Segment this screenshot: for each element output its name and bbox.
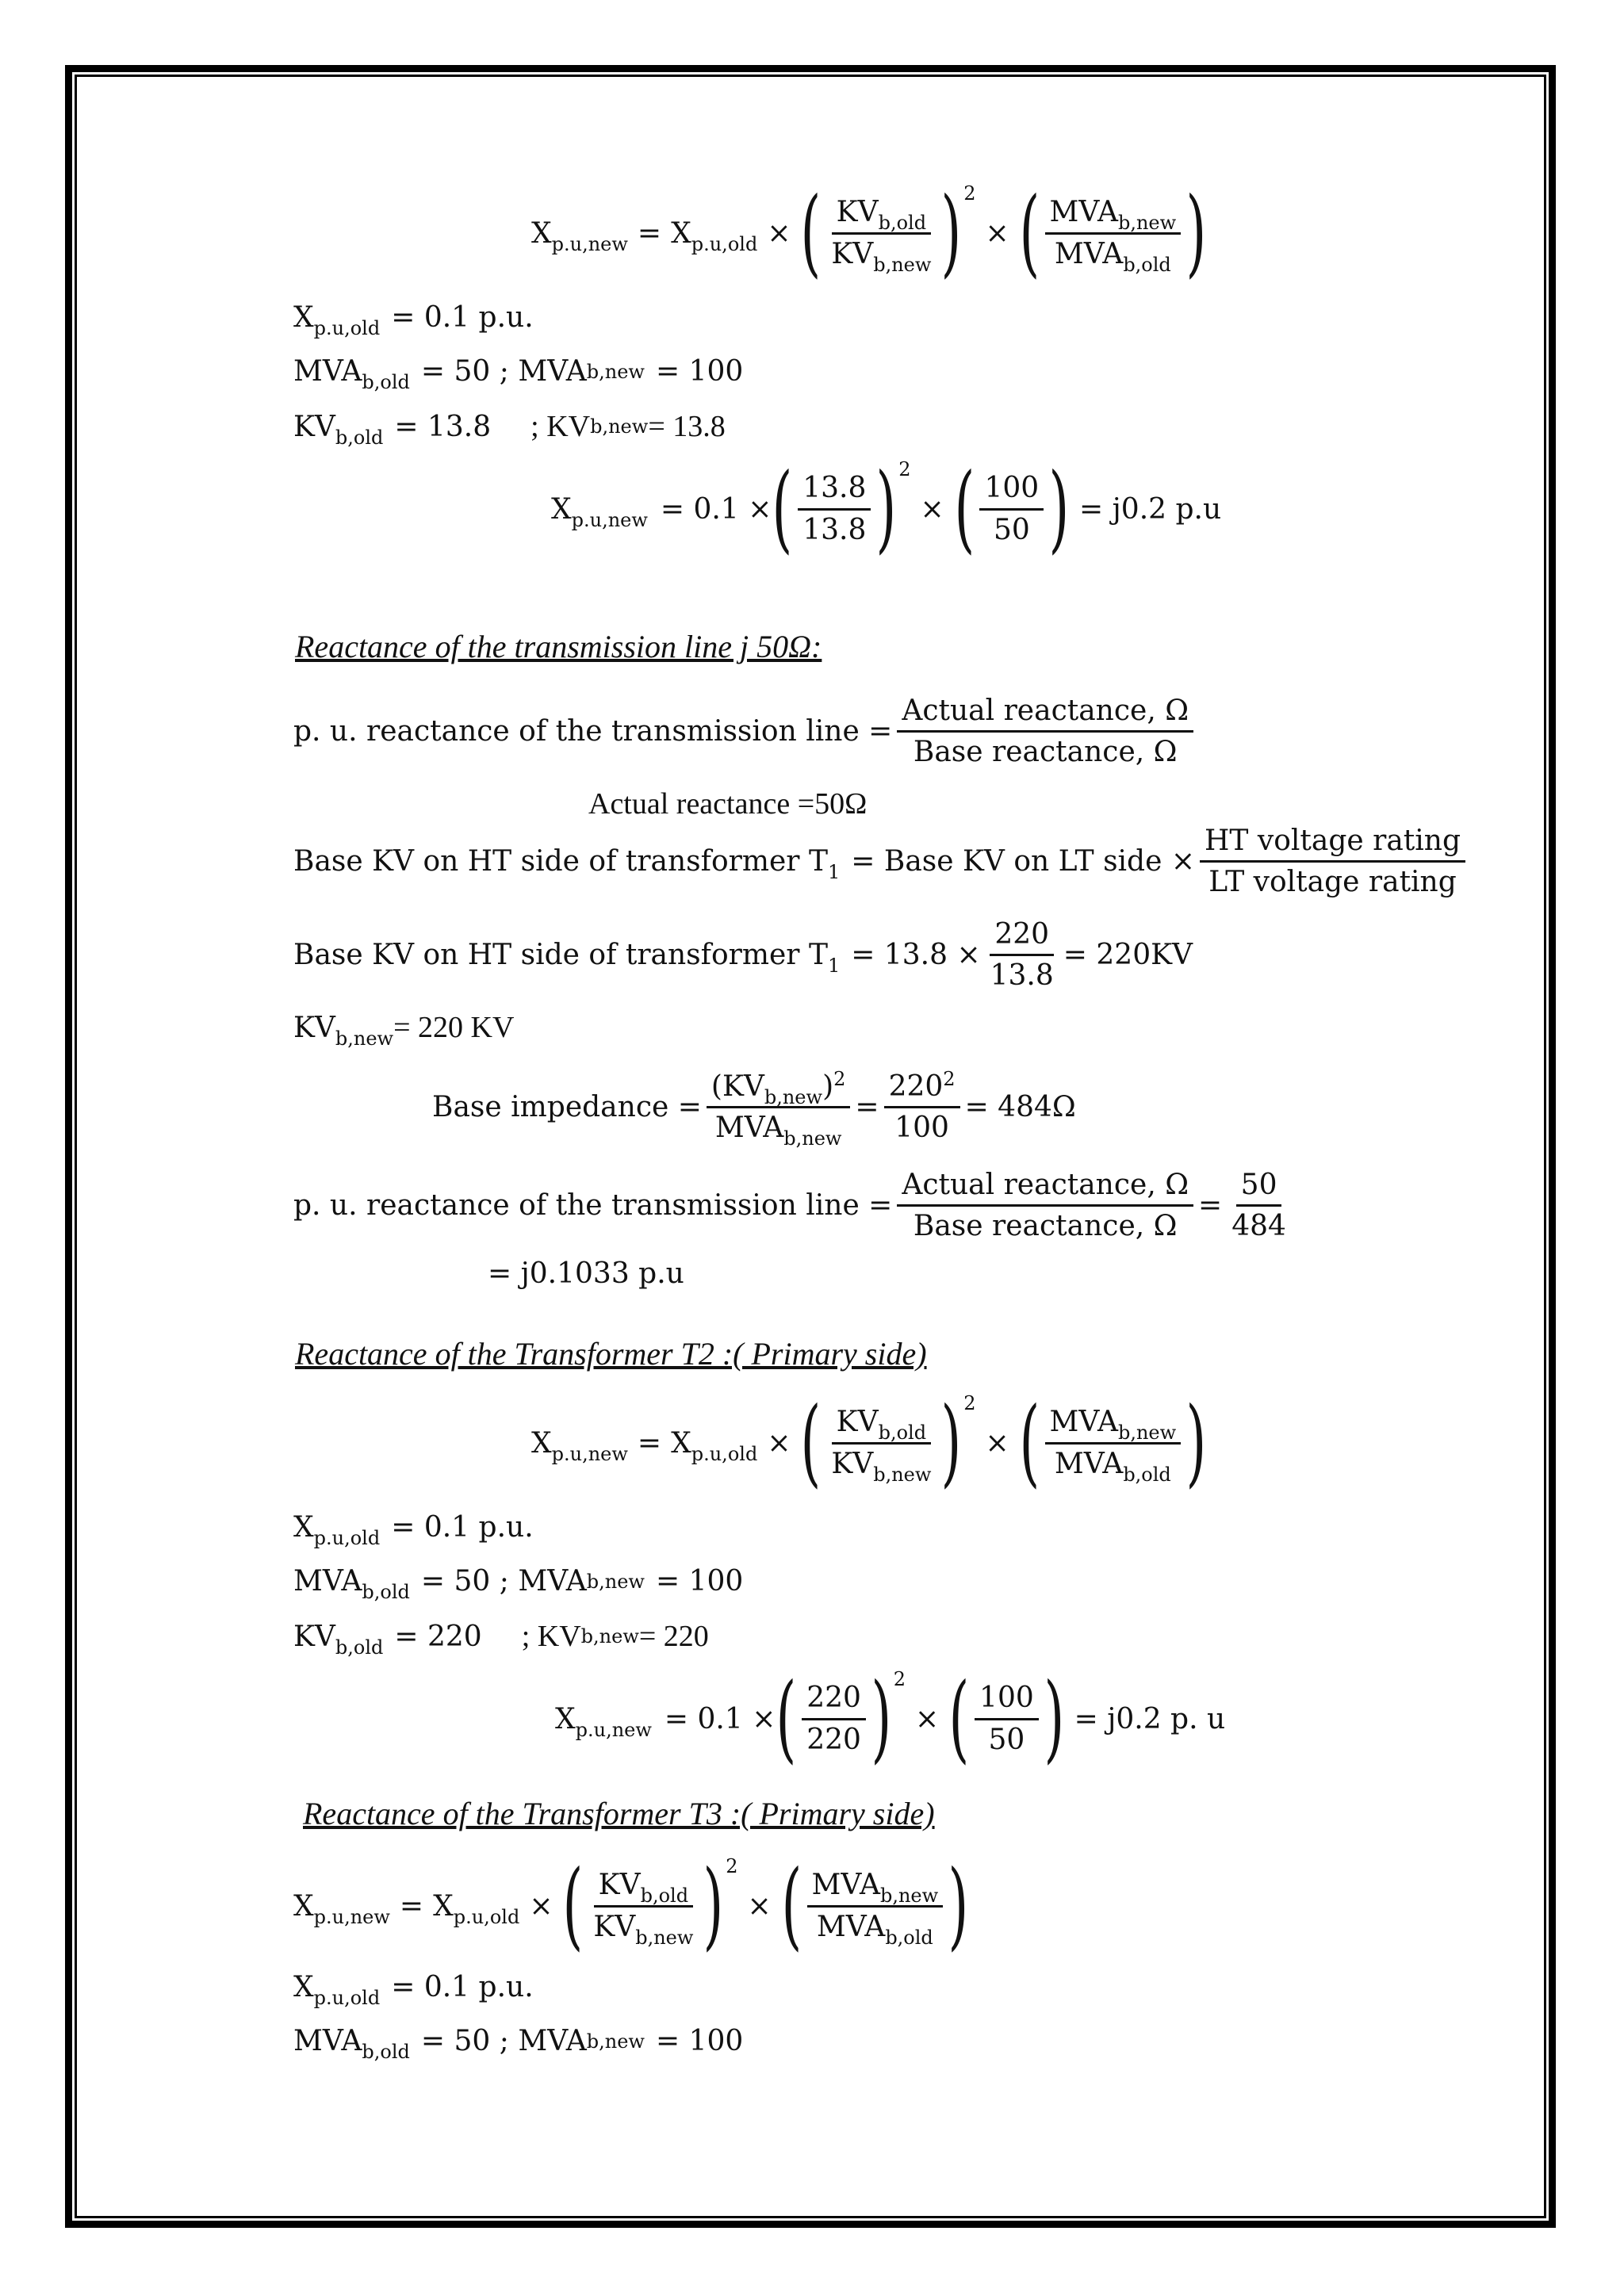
given-xold-1: $X_{p.u,old}$ = 0.1 p.u. (293, 301, 534, 339)
calc-t1: $X_{p.u,new}$ = 0.1 × ( $\frac{13.8}{13.8}$ ) 2 × ( $\frac{100}{50}$ ) = j0.2 p.u (551, 453, 1222, 564)
given-mva-3: $MVA_{b,old}$ = 50 ; MVA b,new = 100 (293, 2025, 744, 2063)
formula-t2: $X_{p.u,new}$ = $X_{p.u,old}$ × ( $\frac{KV_{b,old}}{KV_{b,new}}$ ) 2 × ( $\frac{MVA_{b,new}}{MVA_{b,old}}$ ) (531, 1387, 1207, 1498)
given-kv-2: $KV_{b,old}$ = 220 ; KV b,new = 220 (293, 1620, 709, 1659)
given-mva-1: $MVA_{b,old}$ = 50 ; MVA b,new = 100 (293, 355, 744, 393)
base-kv-ht-formula: Base KV on HT side of transformer $T_1$ = Base KV on LT side × $\frac{\text{HT voltage rating}}{\text{LT voltage rating}}$ (293, 825, 1470, 899)
formula-t3: $X_{p.u,new}$ = $X_{p.u,old}$ × ( $\frac{KV_{b,old}}{KV_{b,new}}$ ) 2 × ( $\frac{MVA_{b,new}}{MVA_{b,old}}$ ) (293, 1850, 969, 1961)
given-kv-1: $KV_{b,old}$ = 13.8 ; KV b,new = 13.8 (293, 410, 726, 449)
actual-reactance-value: Actual reactance =50Ω (588, 787, 868, 821)
pu-reactance-definition: p. u. reactance of the transmission line = $\frac{\text{Actual reactance, Ω}}{\text{Base reactance, Ω}}$ (293, 695, 1198, 769)
pu-reactance-line-result: = j0.1033 p.u (488, 1257, 684, 1290)
formula-t1: $X_{p.u,new}$ = $X_{p.u,old}$ × ( $\frac{KV_{b,old}}{KV_{b,new}}$ ) 2 × ( $\frac{MVA_{b,new}}{MVA_{b,old}}$ ) (531, 178, 1207, 288)
heading-transmission-line: Reactance of the transmission line j 50Ω: (295, 629, 822, 664)
given-xold-3: $X_{p.u,old}$ = 0.1 p.u. (293, 1971, 534, 2009)
heading-transformer-t2: Reactance of the Transformer T2 :( Primary side) (295, 1336, 927, 1372)
base-kv-ht-calc: Base KV on HT side of transformer $T_1$ = 13.8 × $\frac{220}{13.8}$ = 220KV (293, 918, 1193, 993)
kv-new-value: $KV_{b,new}$ = 220 KV (293, 1011, 515, 1050)
pu-reactance-line-calc: p. u. reactance of the transmission line = $\frac{\text{Actual reactance, Ω}}{\text{Base reactance, Ω}}$ = $\frac{50}{484}$ (293, 1169, 1286, 1243)
given-mva-2: $MVA_{b,old}$ = 50 ; MVA b,new = 100 (293, 1565, 744, 1603)
base-impedance-calc: Base impedance = $\frac{(KV_{b,new})^2}{MVA_{b,new}}$ = $\frac{220^2}{100}$ = 484Ω (432, 1068, 1076, 1150)
given-xold-2: $X_{p.u,old}$ = 0.1 p.u. (293, 1511, 534, 1549)
heading-transformer-t3: Reactance of the Transformer T3 :( Primary side) (303, 1796, 935, 1831)
calc-t2: $X_{p.u,new}$ = 0.1 × ( $\frac{220}{220}$ ) 2 × ( $\frac{100}{50}$ ) = j0.2 p. u (555, 1663, 1226, 1774)
